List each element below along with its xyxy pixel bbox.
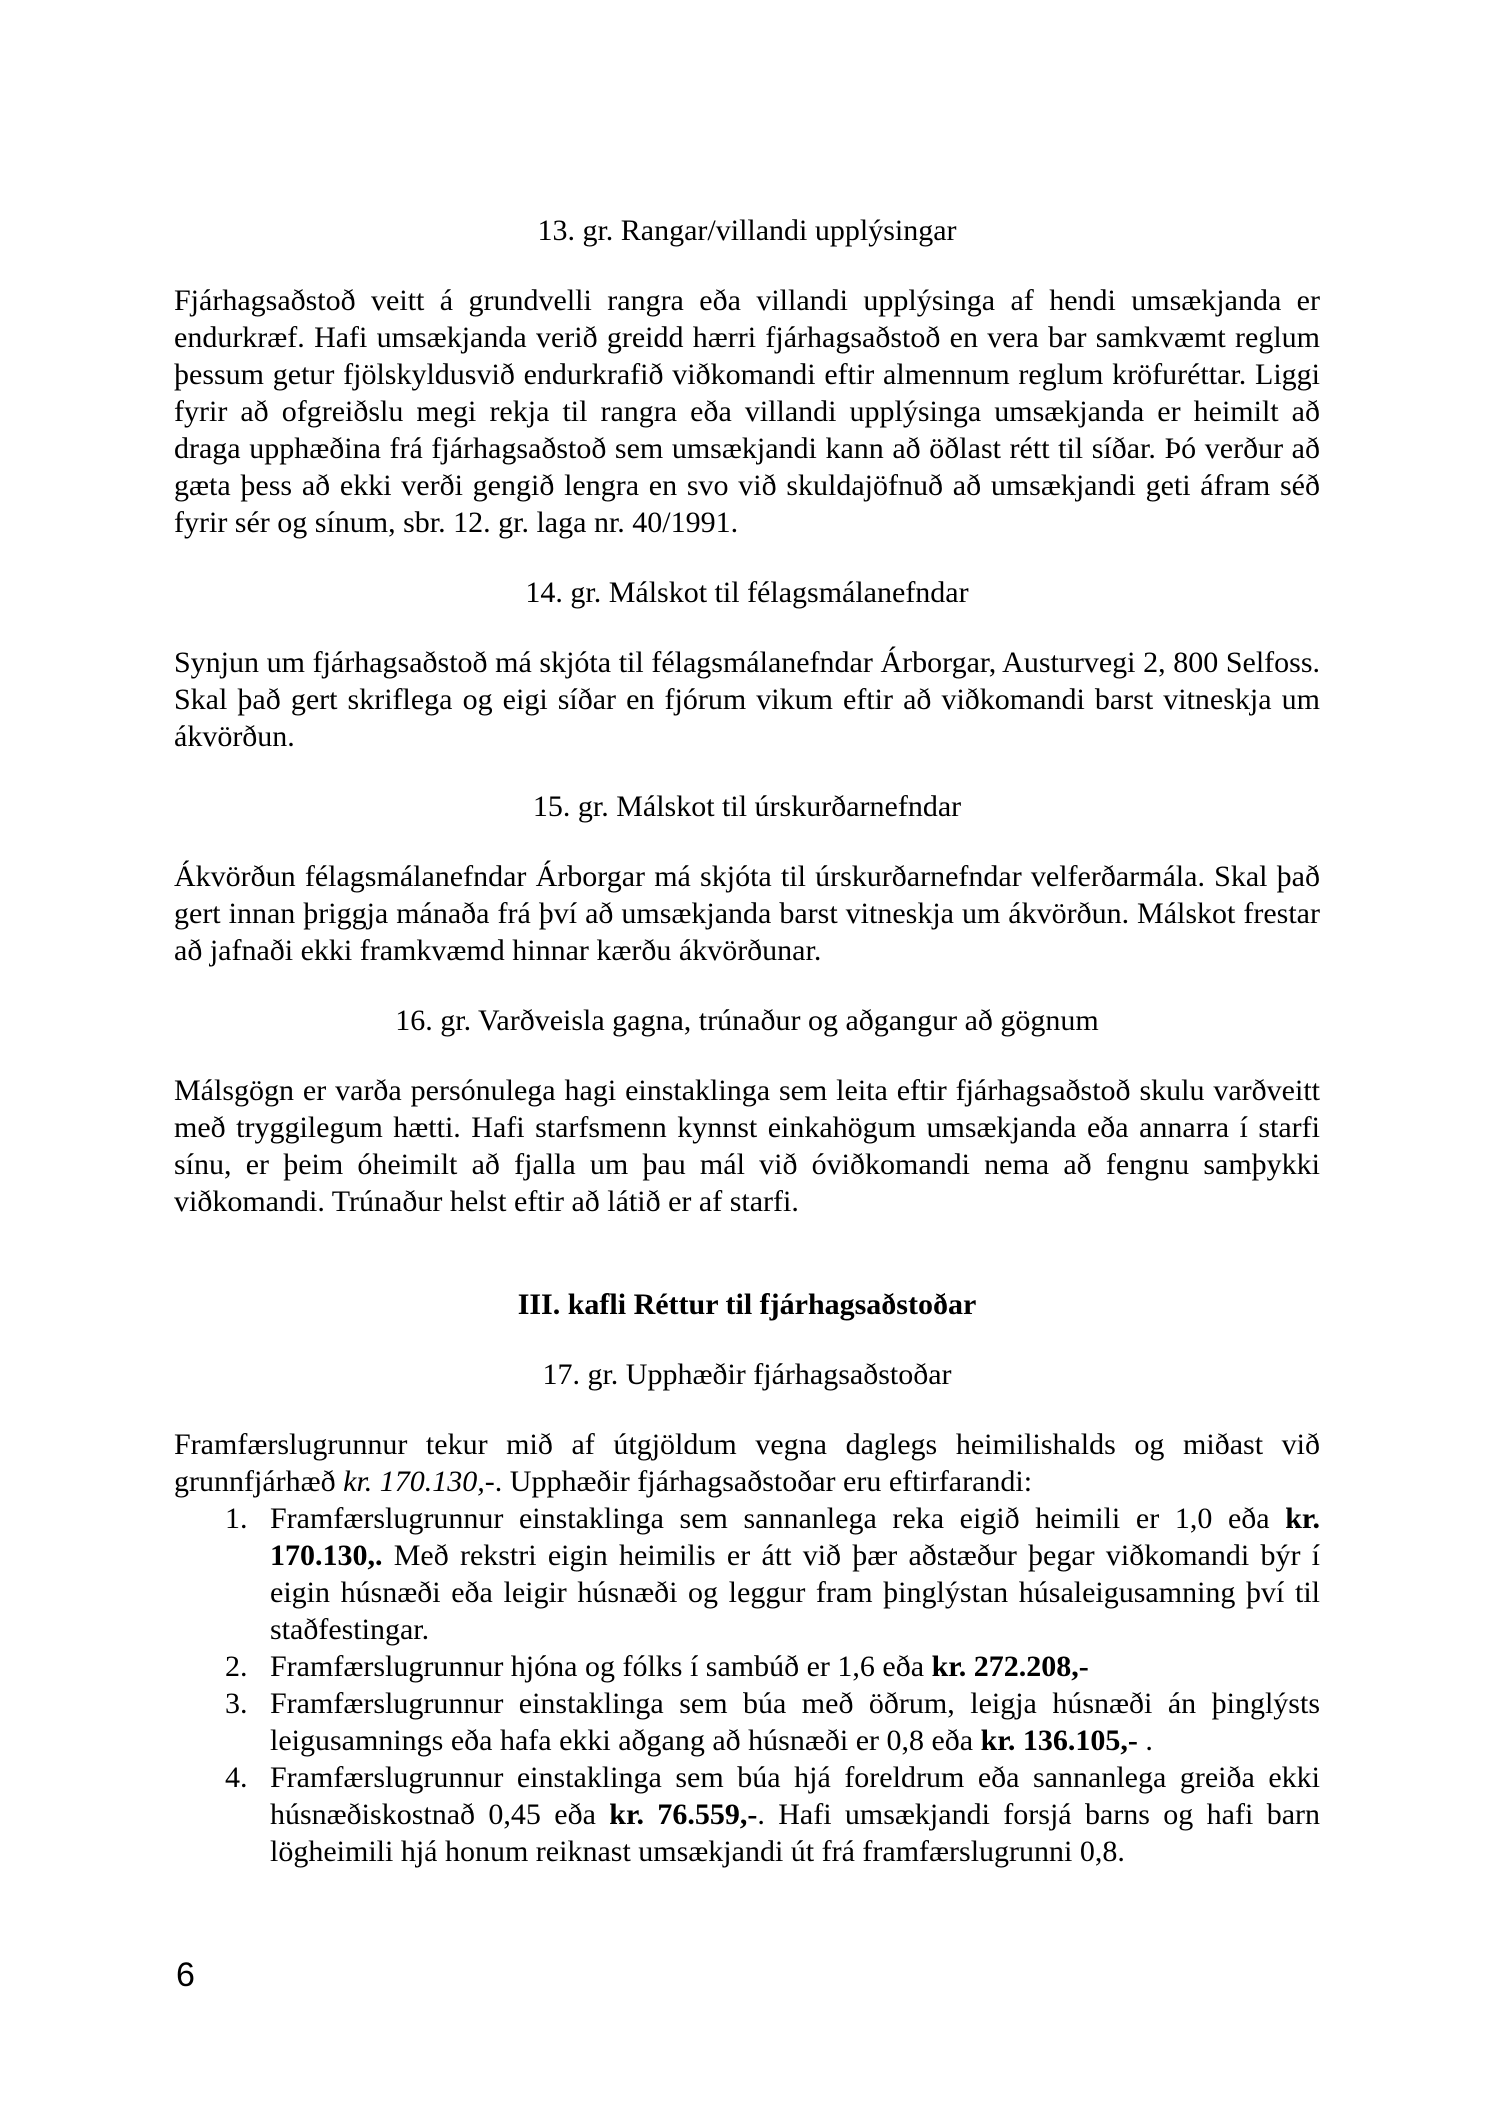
list-item-4-amount: kr. 76.559,- xyxy=(609,1798,758,1831)
list-item-4-text: Framfærslugrunnur einstaklinga sem búa hjá foreldrum eða sannanlega greiða ekki húsnæðiskostnað 0,45 eða xyxy=(270,1761,1320,1831)
chapter-3-heading: III. kafli Réttur til fjárhagsaðstoðar xyxy=(517,1288,977,1321)
list-item-2-amount: kr. 272.208,- xyxy=(931,1650,1089,1683)
article-15-body: Ákvörðun félagsmálanefndar Árborgar má skjóta til úrskurðarnefndar velferðarmála. Skal það gert innan þriggja mánaða frá því að umsækjanda barst vitneskja um ákvörðun. Málskot frestar að jafnaði ekki framkvæmd hinnar kærðu ákvörðunar. xyxy=(174,860,1320,967)
article-17-heading: 17. gr. Upphæðir fjárhagsaðstoðar xyxy=(542,1358,952,1391)
list-item-3-amount: kr. 136.105,- xyxy=(980,1724,1138,1757)
list-item-1-text: Framfærslugrunnur einstaklinga sem sannanlega reka eigið heimili er 1,0 eða xyxy=(270,1502,1286,1535)
list-item-2 xyxy=(174,1648,1320,1685)
article-15-heading: 15. gr. Málskot til úrskurðarnefndar xyxy=(532,790,962,823)
article-16-heading: 16. gr. Varðveisla gagna, trúnaður og aðgangur að gögnum xyxy=(395,1004,1099,1037)
list-item-3-number: 3. xyxy=(225,1687,248,1720)
article-14-heading: 14. gr. Málskot til félagsmálanefndar xyxy=(525,576,969,609)
list-item-1-amount: kr. 170.130,. xyxy=(270,1502,1320,1572)
amounts-list xyxy=(174,1500,1320,1870)
list-item-3 xyxy=(174,1685,1320,1759)
article-14-body: Synjun um fjárhagsaðstoð má skjóta til félagsmálanefndar Árborgar, Austurvegi 2, 800 Selfoss. Skal það gert skriflega og eigi síðar en fjórum vikum eftir að viðkomandi barst vitneskja um ákvörðun. xyxy=(174,646,1320,753)
list-item-3-text: Framfærslugrunnur einstaklinga sem búa með öðrum, leigja húsnæði án þinglýsts leigusamnings eða hafa ekki aðgang að húsnæði er 0,8 eða xyxy=(270,1687,1320,1757)
article-13-heading: 13. gr. Rangar/villandi upplýsingar xyxy=(537,214,957,247)
list-item-1 xyxy=(174,1500,1320,1648)
intro-text-run: Framfærslugrunnur tekur mið af útgjöldum vegna daglegs heimilishalds og miðast við grunnfjárhæð xyxy=(174,1428,1320,1498)
article-17-intro xyxy=(174,1426,1320,1500)
base-amount-italic: kr. 170.130,- xyxy=(343,1465,495,1498)
list-item-2-text: Framfærslugrunnur hjóna og fólks í sambúð er 1,6 eða xyxy=(270,1650,932,1683)
intro-text-run-2: . Upphæðir fjárhagsaðstoðar eru eftirfarandi: xyxy=(494,1465,1033,1498)
article-13-body: Fjárhagsaðstoð veitt á grundvelli rangra eða villandi upplýsinga af hendi umsækjanda er endurkræf. Hafi umsækjanda verið greidd hærri fjárhagsaðstoð en vera bar samkvæmt reglum þessum getur fjölskyldusvið endurkrafið viðkomandi eftir almennum reglum kröfuréttar. Liggi fyrir að ofgreiðslu megi rekja til rangra eða villandi upplýsinga umsækjanda er heimilt að draga upphæðina frá fjárhagsaðstoð sem umsækjandi kann að öðlast rétt til síðar. Þó verður að gæta þess að ekki verði gengið lengra en svo við skuldajöfnuð að umsækjandi geti áfram séð fyrir sér og sínum, sbr. 12. gr. laga nr. 40/1991. xyxy=(174,284,1320,539)
list-item-4-number: 4. xyxy=(225,1761,248,1794)
article-16-body: Málsgögn er varða persónulega hagi einstaklinga sem leita eftir fjárhagsaðstoð skulu varðveitt með tryggilegum hætti. Hafi starfsmenn kynnst einkahögum umsækjanda eða annarra í starfi sínu, er þeim óheimilt að fjalla um þau mál við óviðkomandi nema að fengnu samþykki viðkomandi. Trúnaður helst eftir að látið er af starfi. xyxy=(174,1074,1320,1218)
list-item-1-number: 1. xyxy=(225,1502,248,1535)
list-item-3-text-after: . xyxy=(1137,1724,1153,1757)
list-item-4-text-after: . Hafi umsækjandi forsjá barns og hafi barn lögheimili hjá honum reiknast umsækjandi út frá framfærslugrunni 0,8. xyxy=(270,1798,1320,1868)
list-item-1-text-after: Með rekstri eigin heimilis er átt við þær aðstæður þegar viðkomandi býr í eigin húsnæði eða leigir húsnæði og leggur fram þinglýstan húsaleigusamning því til staðfestingar. xyxy=(270,1539,1320,1646)
list-item-2-number: 2. xyxy=(225,1650,248,1683)
list-item-4 xyxy=(174,1759,1320,1870)
page-number: 6 xyxy=(176,1956,195,1994)
